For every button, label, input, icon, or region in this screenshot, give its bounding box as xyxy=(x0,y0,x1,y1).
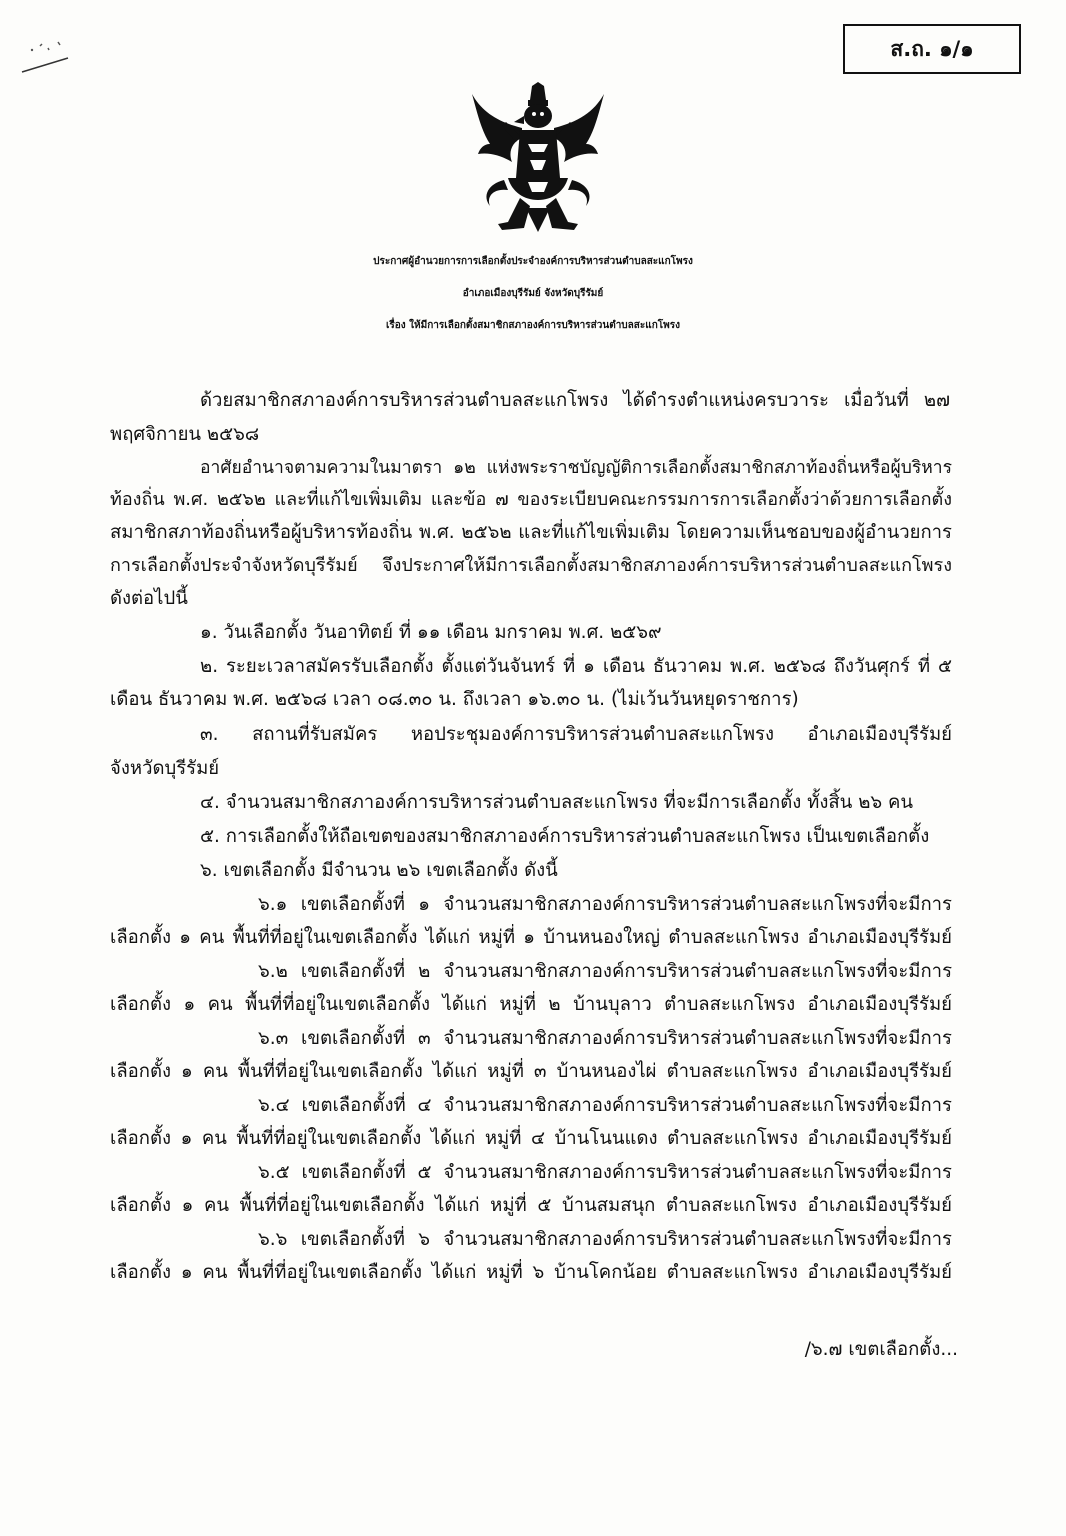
district-6-line-1: ๖.๖ เขตเลือกตั้งที่ ๖ จำนวนสมาชิกสภาองค์การบริหารส่วนตำบลสะแกโพรงที่จะมีการ xyxy=(258,1229,952,1250)
item-4: ๔. จำนวนสมาชิกสภาองค์การบริหารส่วนตำบลสะแกโพรง ที่จะมีการเลือกตั้ง ทั้งสิ้น ๒๖ คน xyxy=(200,792,914,813)
item-3-line-2: จังหวัดบุรีรัมย์ xyxy=(110,758,220,779)
continuation-note: /๖.๗ เขตเลือกตั้ง... xyxy=(804,1339,958,1360)
item-5: ๕. การเลือกตั้งให้ถือเขตของสมาชิกสภาองค์การบริหารส่วนตำบลสะแกโพรง เป็นเขตเลือกตั้ง xyxy=(200,826,930,847)
district-5-line-2: เลือกตั้ง ๑ คน พื้นที่ที่อยู่ในเขตเลือกตั้ง ได้แก่ หมู่ที่ ๕ บ้านสมสนุก ตำบลสะแกโพรง อำเภอเมืองบุรีรัมย์ xyxy=(110,1195,952,1216)
district-3-line-2: เลือกตั้ง ๑ คน พื้นที่ที่อยู่ในเขตเลือกตั้ง ได้แก่ หมู่ที่ ๓ บ้านหนองไผ่ ตำบลสะแกโพรง อำเภอเมืองบุรีรัมย์ xyxy=(110,1061,952,1082)
paragraph-2-line-2: ท้องถิ่น พ.ศ. ๒๕๖๒ และที่แก้ไขเพิ่มเติม และข้อ ๗ ของระเบียบคณะกรรมการการเลือกตั้งว่าด้วยการเลือกตั้ง xyxy=(110,489,952,510)
item-2-line-1: ๒. ระยะเวลาสมัครรับเลือกตั้ง ตั้งแต่วันจันทร์ ที่ ๑ เดือน ธันวาคม พ.ศ. ๒๕๖๘ ถึงวันศุกร์ ที่ ๕ xyxy=(200,656,952,677)
district-1-line-2: เลือกตั้ง ๑ คน พื้นที่ที่อยู่ในเขตเลือกตั้ง ได้แก่ หมู่ที่ ๑ บ้านหนองใหญ่ ตำบลสะแกโพรง อำเภอเมืองบุรีรัมย์ xyxy=(110,927,952,948)
paragraph-1-line-2: พฤศจิกายน ๒๕๖๘ xyxy=(110,424,260,445)
district-4-line-1: ๖.๔ เขตเลือกตั้งที่ ๔ จำนวนสมาชิกสภาองค์การบริหารส่วนตำบลสะแกโพรงที่จะมีการ xyxy=(258,1095,952,1116)
district-5-line-1: ๖.๕ เขตเลือกตั้งที่ ๕ จำนวนสมาชิกสภาองค์การบริหารส่วนตำบลสะแกโพรงที่จะมีการ xyxy=(258,1162,952,1183)
district-3-line-1: ๖.๓ เขตเลือกตั้งที่ ๓ จำนวนสมาชิกสภาองค์การบริหารส่วนตำบลสะแกโพรงที่จะมีการ xyxy=(258,1028,952,1049)
item-1: ๑. วันเลือกตั้ง วันอาทิตย์ ที่ ๑๑ เดือน มกราคม พ.ศ. ๒๕๖๙ xyxy=(200,622,662,643)
pen-scratch-mark xyxy=(18,28,78,78)
district-6-line-2: เลือกตั้ง ๑ คน พื้นที่ที่อยู่ในเขตเลือกตั้ง ได้แก่ หมู่ที่ ๖ บ้านโคกน้อย ตำบลสะแกโพรง อำเภอเมืองบุรีรัมย์ xyxy=(110,1262,952,1283)
paragraph-2-line-1: อาศัยอำนาจตามความในมาตรา ๑๒ แห่งพระราชบัญญัติการเลือกตั้งสมาชิกสภาท้องถิ่นหรือผู้บริหาร xyxy=(200,458,952,478)
paragraph-2-line-5: ดังต่อไปนี้ xyxy=(110,588,188,609)
item-6: ๖. เขตเลือกตั้ง มีจำนวน ๒๖ เขตเลือกตั้ง ดังนี้ xyxy=(200,860,558,881)
title-line-2: อำเภอเมืองบุรีรัมย์ จังหวัดบุรีรัมย์ xyxy=(462,288,604,299)
paragraph-2-line-4: การเลือกตั้งประจำจังหวัดบุรีรัมย์ จึงประกาศให้มีการเลือกตั้งสมาชิกสภาองค์การบริหารส่วนตำบลสะแกโพรง xyxy=(110,555,952,576)
district-2-line-1: ๖.๒ เขตเลือกตั้งที่ ๒ จำนวนสมาชิกสภาองค์การบริหารส่วนตำบลสะแกโพรงที่จะมีการ xyxy=(258,961,952,982)
item-2-line-2: เดือน ธันวาคม พ.ศ. ๒๕๖๘ เวลา ๐๘.๓๐ น. ถึงเวลา ๑๖.๓๐ น. (ไม่เว้นวันหยุดราชการ) xyxy=(110,689,799,710)
paragraph-1-line-1: ด้วยสมาชิกสภาองค์การบริหารส่วนตำบลสะแกโพรง ได้ดำรงตำแหน่งครบวาระ เมื่อวันที่ ๒๗ xyxy=(200,390,950,411)
district-2-line-2: เลือกตั้ง ๑ คน พื้นที่ที่อยู่ในเขตเลือกตั้ง ได้แก่ หมู่ที่ ๒ บ้านบุลาว ตำบลสะแกโพรง อำเภอเมืองบุรีรัมย์ xyxy=(110,994,952,1015)
district-1-line-1: ๖.๑ เขตเลือกตั้งที่ ๑ จำนวนสมาชิกสภาองค์การบริหารส่วนตำบลสะแกโพรงที่จะมีการ xyxy=(258,894,952,915)
item-3-line-1: ๓. สถานที่รับสมัคร หอประชุมองค์การบริหารส่วนตำบลสะแกโพรง อำเภอเมืองบุรีรัมย์ xyxy=(200,724,952,745)
paragraph-2-line-3: สมาชิกสภาท้องถิ่นหรือผู้บริหารท้องถิ่น พ.ศ. ๒๕๖๒ และที่แก้ไขเพิ่มเติม โดยความเห็นชอบของผู้อำนวยการ xyxy=(110,522,952,543)
title-line-3: เรื่อง ให้มีการเลือกตั้งสมาชิกสภาองค์การบริหารส่วนตำบลสะแกโพรง xyxy=(386,320,680,331)
garuda-emblem-icon xyxy=(468,82,608,232)
title-line-1: ประกาศผู้อำนวยการการเลือกตั้งประจำองค์การบริหารส่วนตำบลสะแกโพรง xyxy=(373,256,693,267)
form-code-box: ส.ถ. ๑/๑ xyxy=(843,24,1021,74)
district-4-line-2: เลือกตั้ง ๑ คน พื้นที่ที่อยู่ในเขตเลือกตั้ง ได้แก่ หมู่ที่ ๔ บ้านโนนแดง ตำบลสะแกโพรง อำเภอเมืองบุรีรัมย์ xyxy=(110,1128,952,1149)
